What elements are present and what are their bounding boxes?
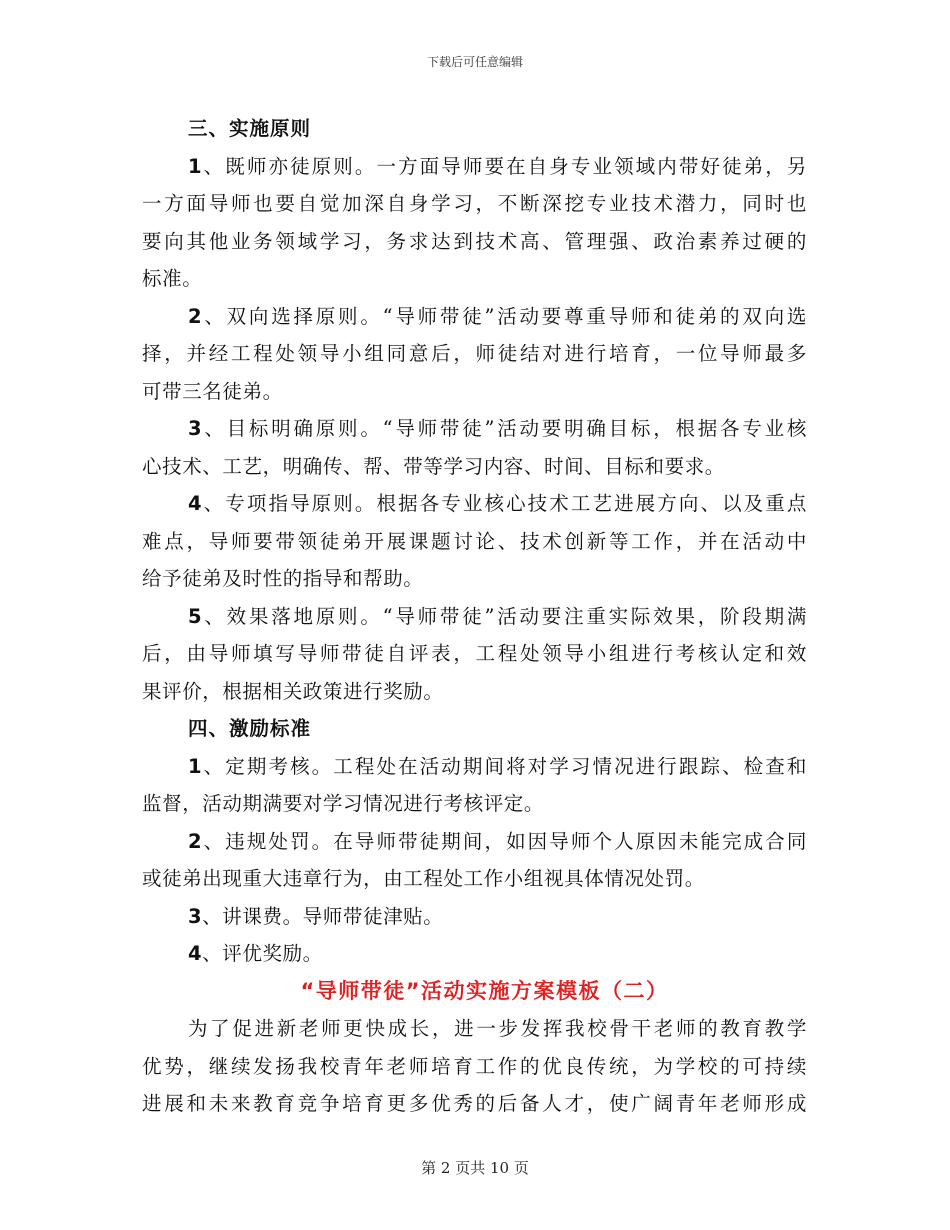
page-header: 下载后可任意编辑 bbox=[426, 55, 523, 69]
line-text: 三、实施原则 bbox=[188, 117, 312, 140]
item-number: 5 bbox=[188, 604, 203, 628]
line-text: 进展和未来教育竞争培育更多优秀的后备人才，使广阔青年老师形成 bbox=[142, 1092, 807, 1115]
line-text: 或徒弟出现重大违章行为，由工程处工作小组视具体情况处罚。 bbox=[142, 867, 705, 890]
line-text: 、定期考核。工程处在活动期间将对学习情况进行跟踪、检查和 bbox=[202, 754, 807, 778]
paragraph-line bbox=[142, 898, 807, 936]
paragraph-line bbox=[142, 635, 807, 673]
line-text: 四、激励标准 bbox=[188, 717, 312, 740]
paragraph-line bbox=[142, 673, 807, 711]
line-text: 、目标明确原则。“导师带徒”活动要明确目标，根据各专业核 bbox=[202, 417, 807, 440]
item-number: 1 bbox=[188, 754, 203, 778]
line-text: 一方面导师也要自觉加深自身学习，不断深挖专业技术潜力，同时也 bbox=[142, 192, 807, 215]
paragraph-line bbox=[142, 748, 807, 786]
item-number: 2 bbox=[188, 304, 203, 328]
line-text: 心技术、工艺，明确传、帮、带等学习内容、时间、目标和要求。 bbox=[142, 454, 725, 478]
line-text: 、违规处罚。在导师带徒期间，如因导师个人原因未能完成合同 bbox=[202, 829, 807, 853]
line-text: 优势，继续发扬我校青年老师培育工作的优良传统，为学校的可持续 bbox=[142, 1054, 807, 1078]
paragraph-line bbox=[142, 448, 807, 486]
paragraph-line bbox=[142, 560, 807, 598]
paragraph-line bbox=[142, 410, 807, 448]
paragraph-line bbox=[142, 373, 807, 411]
paragraph-line bbox=[142, 148, 807, 186]
page-footer: 第 2 页共 10 页 bbox=[421, 1159, 529, 1177]
line-text: 难点，导师要带领徒弟开展课题讨论、技术创新等工作，并在活动中 bbox=[142, 529, 807, 553]
line-text: 、既师亦徒原则。一方面导师要在自身专业领域内带好徒弟，另 bbox=[202, 154, 807, 178]
section-heading bbox=[142, 110, 807, 148]
line-text: 为了促进新老师更快成长，进一步发挥我校骨干老师的教育教学 bbox=[188, 1017, 807, 1040]
line-text: 、双向选择原则。“导师带徒”活动要尊重导师和徒弟的双向选 bbox=[202, 304, 807, 328]
item-number: 3 bbox=[188, 904, 203, 928]
template-title bbox=[142, 973, 807, 1011]
paragraph-line bbox=[142, 860, 807, 898]
paragraph-line bbox=[142, 298, 807, 336]
line-text: 可带三名徒弟。 bbox=[142, 379, 283, 403]
paragraph-line bbox=[142, 185, 807, 223]
line-text: “导师带徒”活动实施方案模板（二） bbox=[300, 978, 669, 1003]
paragraph-line bbox=[142, 335, 807, 373]
line-text: 、评优奖励。 bbox=[202, 942, 323, 965]
item-number: 4 bbox=[188, 492, 203, 515]
paragraph-line bbox=[142, 223, 807, 261]
item-number: 4 bbox=[188, 942, 203, 965]
paragraph-line bbox=[142, 1085, 807, 1123]
line-text: 、效果落地原则。“导师带徒”活动要注重实际效果，阶段期满 bbox=[202, 604, 807, 628]
line-text: 标准。 bbox=[142, 267, 203, 290]
line-text: 果评价，根据相关政策进行奖励。 bbox=[142, 679, 444, 703]
paragraph-line bbox=[142, 1010, 807, 1048]
line-text: 后，由导师填写导师带徒自评表，工程处领导小组进行考核认定和效 bbox=[142, 642, 807, 665]
line-text: 要向其他业务领域学习，务求达到技术高、管理强、政治素养过硬的 bbox=[142, 229, 807, 253]
item-number: 2 bbox=[188, 829, 203, 853]
paragraph-line bbox=[142, 598, 807, 636]
line-text: 监督，活动期满要对学习情况进行考核评定。 bbox=[142, 792, 545, 815]
line-text: 、讲课费。导师带徒津贴。 bbox=[202, 904, 444, 928]
item-number: 1 bbox=[188, 154, 203, 178]
line-text: 、专项指导原则。根据各专业核心技术工艺进展方向、以及重点 bbox=[202, 492, 807, 515]
item-number: 3 bbox=[188, 417, 203, 440]
document-body bbox=[142, 110, 807, 1123]
section-heading bbox=[142, 710, 807, 748]
paragraph-line bbox=[142, 823, 807, 861]
line-text: 给予徒弟及时性的指导和帮助。 bbox=[142, 567, 424, 590]
paragraph-line bbox=[142, 1048, 807, 1086]
paragraph-line bbox=[142, 785, 807, 823]
line-text: 择，并经工程处领导小组同意后，师徒结对进行培育，一位导师最多 bbox=[142, 342, 807, 365]
paragraph-line bbox=[142, 485, 807, 523]
paragraph-line bbox=[142, 935, 807, 973]
paragraph-line bbox=[142, 523, 807, 561]
paragraph-line bbox=[142, 260, 807, 298]
